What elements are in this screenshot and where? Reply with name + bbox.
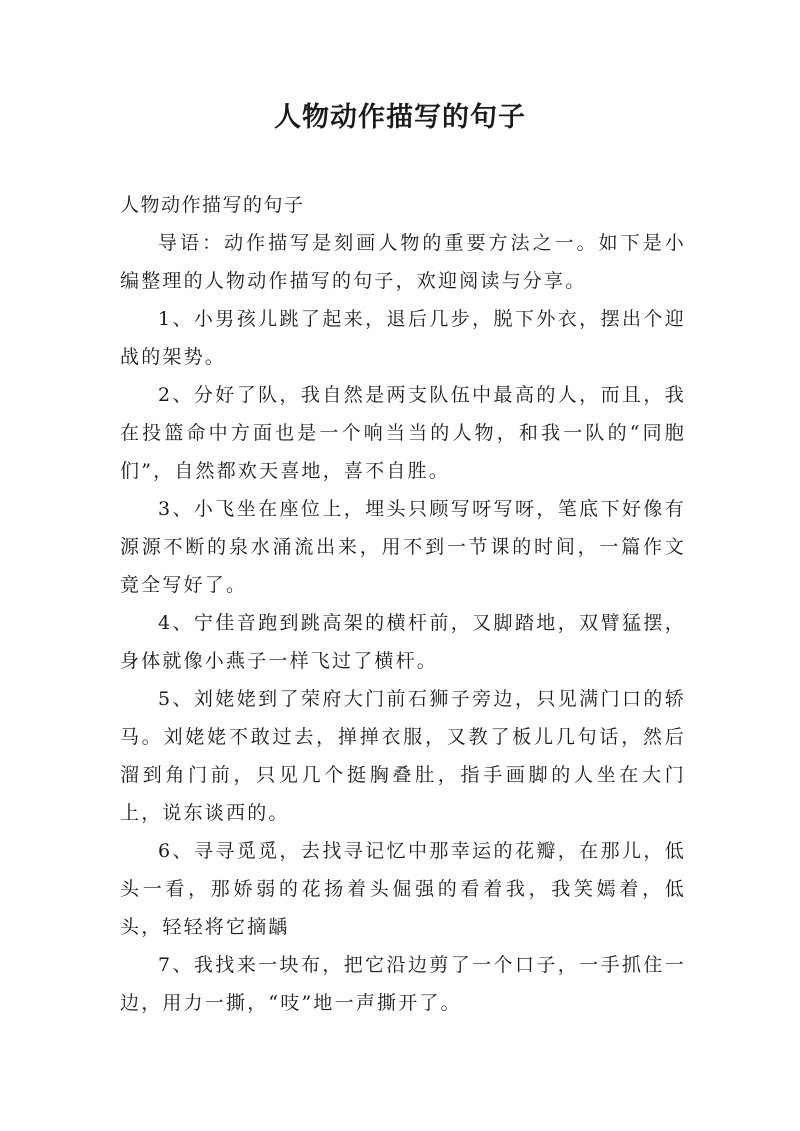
paragraph-1: 1、小男孩儿跳了起来，退后几步，脱下外衣，摆出个迎战的架势。 <box>120 308 686 368</box>
document-title: 人物动作描写的句子 <box>274 102 526 133</box>
paragraph-intro: 导语：动作描写是刻画人物的重要方法之一。如下是小编整理的人物动作描写的句子，欢迎阅读与分享。 <box>120 232 686 292</box>
document-subtitle: 人物动作描写的句子 <box>120 194 305 216</box>
paragraph-4: 4、宁佳音跑到跳高架的横杆前，又脚踏地，双臂猛摆，身体就像小燕子一样飞过了横杆。 <box>120 612 686 672</box>
document-body <box>120 186 686 1022</box>
paragraph-2: 2、分好了队，我自然是两支队伍中最高的人，而且，我在投篮命中方面也是一个响当当的人物，和我一队的“同胞们”，自然都欢天喜地，喜不自胜。 <box>120 384 686 482</box>
paragraph-6: 6、寻寻觅觅，去找寻记忆中那幸运的花瓣，在那儿，低头一看，那娇弱的花扬着头倔强的看着我，我笑嫣着，低头，轻轻将它摘龋 <box>120 840 686 938</box>
paragraph-3: 3、小飞坐在座位上，埋头只顾写呀写呀，笔底下好像有源源不断的泉水涌流出来，用不到一节课的时间，一篇作文竟全写好了。 <box>120 498 686 596</box>
paragraph-7: 7、我找来一块布，把它沿边剪了一个口子，一手抓住一边，用力一撕，“吱”地一声撕开了。 <box>120 954 686 1014</box>
paragraph-5: 5、刘姥姥到了荣府大门前石狮子旁边，只见满门口的轿马。刘姥姥不敢过去，掸掸衣服，又教了板儿几句话，然后溜到角门前，只见几个挺胸叠肚，指手画脚的人坐在大门上，说东谈西的。 <box>120 688 686 824</box>
